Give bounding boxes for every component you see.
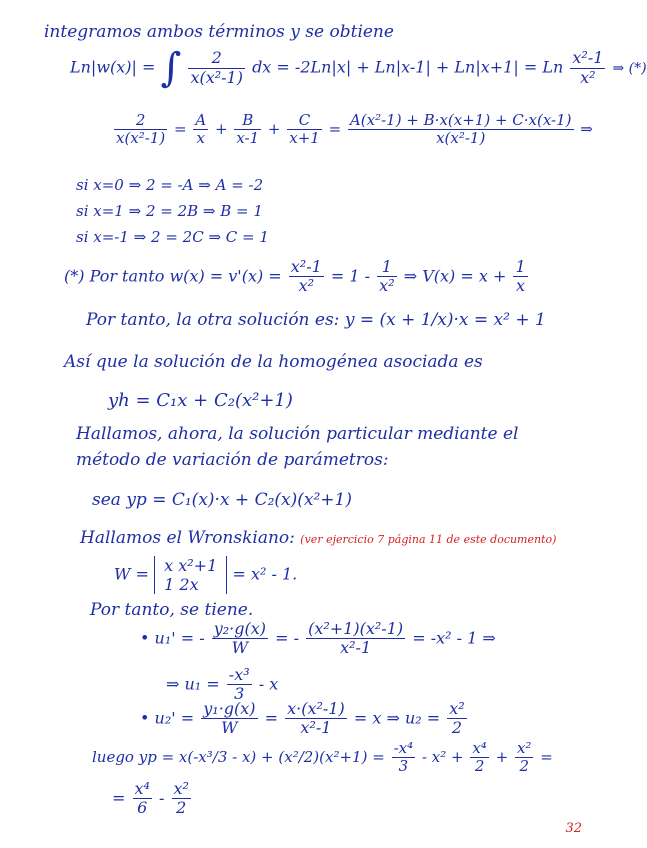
fraction — [570, 49, 605, 87]
fraction-den: x — [516, 276, 526, 296]
fraction — [289, 258, 324, 296]
fraction-den: 2 — [176, 798, 187, 818]
fraction-den: 2 — [519, 757, 529, 776]
line-2-a: Ln|w(x)| = — [70, 57, 161, 77]
det-row-2: 1 2x — [164, 575, 199, 595]
fraction — [513, 258, 527, 296]
fraction-den: x+1 — [289, 129, 320, 148]
line-15-a: W = — [114, 564, 149, 584]
fraction-den: x(x²-1) — [436, 129, 486, 148]
line-14 — [80, 528, 556, 548]
page-number: 32 — [565, 821, 582, 836]
line-15-b: = x² - 1. — [232, 564, 298, 584]
line-17-a: • u₁' = - — [140, 628, 205, 648]
fraction-num: y₂·g(x) — [213, 619, 267, 638]
fraction-den: x-1 — [236, 129, 260, 148]
line-19-c: = x ⇒ u₂ = — [353, 708, 441, 728]
line-7-a: (*) Por tanto w(x) = v'(x) = — [64, 266, 287, 286]
fraction — [212, 620, 268, 658]
line-18-a: ⇒ u₁ = — [166, 674, 220, 694]
line-19-b: = — [264, 708, 279, 728]
line-13: sea yp = C₁(x)·x + C₂(x)(x²+1) — [92, 490, 352, 510]
fraction-num: (x²+1)(x²-1) — [308, 619, 404, 638]
line-11: Hallamos, ahora, la solución particular mediante el — [76, 424, 519, 444]
line-2 — [70, 45, 647, 91]
fraction-num: -x⁴ — [393, 739, 414, 757]
fraction — [285, 700, 347, 738]
fraction-num: x² — [173, 779, 189, 798]
line-1: integramos ambos términos y se obtiene — [44, 22, 394, 42]
fraction-den: 6 — [137, 798, 148, 818]
fraction-den: W — [231, 638, 249, 658]
line-17 — [140, 620, 496, 658]
fraction — [133, 780, 152, 818]
fraction — [201, 700, 257, 738]
line-4: si x=0 ⇒ 2 = -A ⇒ A = -2 — [76, 176, 264, 194]
line-10: yh = C₁x + C₂(x²+1) — [108, 390, 293, 411]
line-20-d: = — [540, 747, 553, 766]
fraction — [392, 740, 416, 776]
fraction-num: x⁴ — [472, 739, 487, 757]
line-15 — [114, 556, 297, 594]
fraction-num: 2 — [188, 49, 245, 68]
line-6: si x=-1 ⇒ 2 = 2C ⇒ C = 1 — [76, 228, 269, 246]
fraction-den: x² — [580, 67, 596, 87]
fraction — [188, 49, 245, 87]
fraction — [515, 740, 533, 776]
fraction-num: B — [234, 112, 261, 130]
fraction-den: x² — [298, 276, 315, 296]
fraction — [377, 258, 396, 296]
line-18-b: - x — [258, 674, 279, 694]
line-12: método de variación de parámetros: — [76, 450, 389, 470]
fraction-den: 3 — [398, 757, 409, 776]
fraction — [172, 780, 191, 818]
line-20-a: luego yp = x(-x³/3 - x) + (x²/2)(x²+1) = — [92, 747, 385, 766]
line-20-c: + — [495, 747, 509, 766]
det-bar-right — [226, 556, 227, 594]
fraction-num: y₁·g(x) — [203, 699, 256, 718]
fraction-num: A(x²-1) + B·x(x+1) + C·x(x-1) — [349, 111, 572, 129]
fraction-den: x²-1 — [300, 718, 332, 738]
line-7-c: ⇒ V(x) = x + — [403, 266, 507, 286]
line-19-a: • u₂' = — [140, 708, 195, 728]
fraction-den: x(x²-1) — [190, 67, 243, 87]
line-20-b: - x² + — [421, 747, 464, 766]
determinant — [164, 556, 217, 594]
fraction — [193, 112, 208, 148]
line-9: Así que la solución de la homogénea asociada es — [64, 352, 483, 372]
line-2-c: dx = -2Ln|x| + Ln|x-1| + Ln|x+1| = Ln — [252, 57, 564, 77]
fraction-num: x²-1 — [290, 257, 322, 276]
fraction — [234, 112, 261, 148]
line-17-c: = -x² - 1 ⇒ — [412, 628, 496, 648]
line-3: $\frac{2}{\text{x(x²-1)}}$ = $\frac{A}{x}$ + $\frac{B}{x-1}$ + $\frac{C}{x+1}$ = $\frac{\text{A(x²-1) + B·x(x+1) + C·x(x-1)}}{\text{x(x²-1)}}$ ⇒ — [116, 111, 593, 148]
line-8: Por tanto, la otra solución es: y = (x + 1/x)·x = x² + 1 — [86, 310, 546, 330]
fraction-den: x — [196, 129, 206, 148]
line-17-b: = - — [275, 628, 300, 648]
fraction-num: x·(x²-1) — [287, 699, 345, 718]
line-20 — [92, 740, 553, 776]
det-row-1: x x²+1 — [164, 556, 218, 575]
fraction-num: C — [287, 112, 322, 130]
line-21-b: - — [159, 788, 165, 808]
line-16: Por tanto, se tiene. — [90, 600, 254, 620]
fraction-num: x² — [516, 739, 532, 757]
line-7-b: = 1 - — [330, 266, 371, 286]
fraction-num: x² — [449, 699, 465, 718]
fraction — [114, 112, 167, 148]
fraction-den: 3 — [234, 684, 245, 704]
line-2-e: ⇒ (*) — [612, 60, 647, 77]
fraction — [306, 620, 405, 658]
line-5: si x=1 ⇒ 2 = 2B ⇒ B = 1 — [76, 202, 263, 220]
fraction-num: 1 — [377, 258, 396, 277]
fraction-den: x² — [379, 276, 395, 296]
line-21 — [112, 780, 193, 818]
fraction-num: A — [195, 111, 207, 129]
det-bar-left — [154, 556, 155, 594]
line-19 — [140, 700, 469, 738]
fraction-den: 2 — [451, 718, 463, 738]
fraction-num: x²-1 — [572, 48, 604, 68]
fraction-den: 2 — [474, 757, 485, 776]
red-note: (ver ejercicio 7 página 11 de este documento) — [300, 533, 557, 546]
fraction-num: 1 — [515, 257, 526, 276]
fraction — [470, 740, 488, 776]
fraction-num: x⁴ — [134, 779, 150, 798]
fraction — [348, 112, 574, 148]
line-21-a: = — [112, 788, 126, 808]
fraction — [287, 112, 322, 148]
fraction-num: 2 — [114, 112, 167, 130]
fraction-den: x²-1 — [340, 638, 372, 658]
fraction — [447, 700, 466, 738]
line-7 — [64, 258, 530, 296]
integral-sign: ∫ — [160, 45, 182, 91]
fraction-den: x(x²-1) — [116, 129, 166, 148]
line-14-text: Hallamos el Wronskiano: — [80, 528, 295, 548]
fraction-den: W — [221, 718, 238, 738]
fraction-num: -x³ — [228, 665, 250, 684]
line-3-end: ⇒ — [580, 119, 593, 138]
